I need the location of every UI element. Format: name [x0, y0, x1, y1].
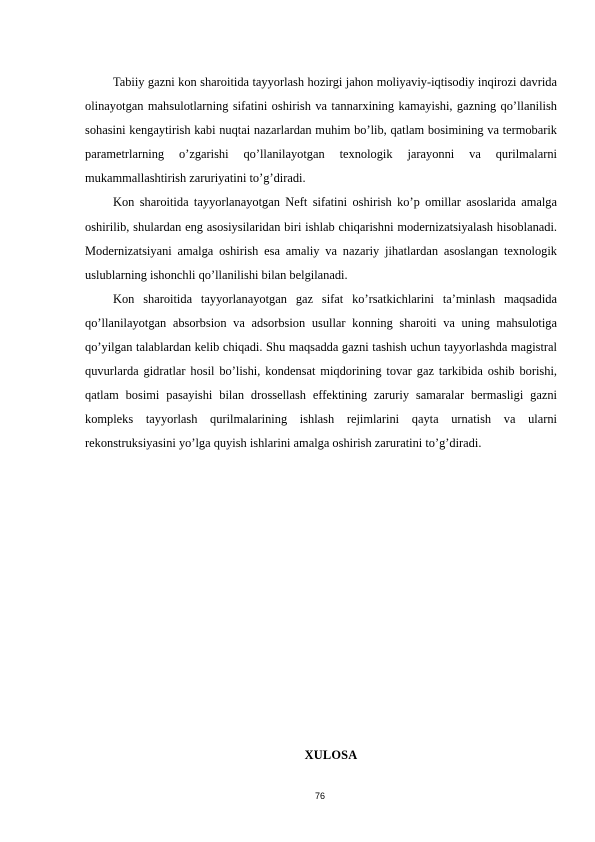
page-number: 76: [314, 791, 325, 801]
section-heading: XULOSA: [304, 748, 358, 762]
paragraph-2: Kon sharoitida tayyorlanayotgan Neft sifatini oshirish ko’p omillar asoslarida amalga oshirilib, shulardan eng asosiysilaridan biri ishlab chiqarishni modernizatsiyalash hisoblanadi. Modernizatsiyani amalga oshirish esa amaliy va nazariy jihatlardan asoslangan texnologik uslublarning ishonchli qo’llanilishi bilan belgilanadi.: [85, 195, 557, 282]
paragraph-3: Kon sharoitida tayyorlanayotgan gaz sifat ko’rsatkichlarini ta’minlash maqsadida qo’llanilayotgan absorbsion va adsorbsion usullar konning sharoiti va uning mahsulotiga qo’yilgan talablardan kelib chiqadi. Shu maqsadda gazni tashish uchun tayyorlashda magistral quvurlarda gidratlar hosil bo’lishi, kondensat miqdorining tovar gaz tarkibida oshib borishi, qatlam bosimi pasayishi bilan drossellash effektining zaruriy samaralar bermasligi gazni kompleks tayyorlash qurilmalarining ishlash rejimlarini qayta urnatish va ularni rekonstruksiyasini yo’lga quyish ishlarini amalga oshirish zaruratini to’g’diradi.: [85, 291, 557, 451]
paragraph-1: Tabiiy gazni kon sharoitida tayyorlash hozirgi jahon moliyaviy-iqtisodiy inqirozi davrida olinayotgan mahsulotlarning sifatini oshirish va tannarxining kamayishi, gazning qo’llanilish sohasini kengaytirish kabi nuqtai nazarlardan muhim bo’lib, qatlam bosimining va termobarik parametrlarning o’zgarishi qo’llanilayotgan texnologik jarayonni va qurilmalarni mukammallashtirish zaruriyatini to’g’diradi.: [85, 75, 557, 186]
body-text: [85, 70, 557, 456]
